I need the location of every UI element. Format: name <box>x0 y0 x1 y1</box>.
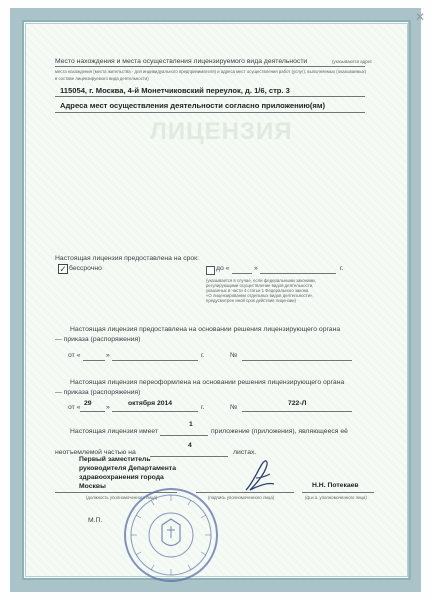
reissue-month-year: октября 2014 <box>128 400 173 407</box>
underline <box>150 456 228 457</box>
underline <box>55 96 365 97</box>
basis-label: Настоящая лицензия предоставлена на основании решения лицензирующего органа <box>70 326 341 333</box>
reissue-g: г. <box>201 404 205 411</box>
basis-close: » <box>106 352 110 359</box>
term-label: Настоящая лицензия предоставлена на срок: <box>55 255 200 262</box>
underline <box>80 411 105 412</box>
underline <box>160 435 208 436</box>
checkbox-empty-icon <box>206 266 215 275</box>
underline <box>55 66 365 67</box>
reissue-day: 29 <box>84 400 92 407</box>
basis-from: от « <box>68 352 81 359</box>
address: 115054, г. Москва, 4-й Монетчиковский переулок, д. 1/6, стр. 3 <box>60 86 290 95</box>
seal-stamp <box>122 486 220 584</box>
underline <box>302 492 374 493</box>
reissue-close: » <box>106 404 110 411</box>
term-note1: (указывается в случае, если федеральными законами, <box>206 278 316 283</box>
reissue-no: № <box>230 404 238 411</box>
term-until-prefix: до « <box>216 265 230 272</box>
mp-label: М.П. <box>88 517 103 524</box>
attachments-sheets: 4 <box>188 442 192 449</box>
term-note3: указанных в части 4 статьи 1 Федерального закона <box>206 288 309 293</box>
attachments-count: 1 <box>189 421 193 428</box>
reissue-order: — приказа (распоряжения) <box>55 389 141 396</box>
underline <box>55 112 365 113</box>
underline <box>260 273 336 274</box>
term-year-suffix: г. <box>340 265 344 272</box>
basis-g: г. <box>201 352 205 359</box>
signatory-line4: Москвы <box>79 483 106 490</box>
header-line1-note: (указываются адрес <box>332 59 373 64</box>
reissue-number: 722-Л <box>288 400 307 407</box>
attachments-label: Настоящая лицензия имеет <box>70 428 159 435</box>
signature <box>238 454 280 498</box>
reissue-label: Настоящая лицензия переоформлена на основании решения лицензирующего органа <box>70 379 345 386</box>
signatory-line2: руководителя Департамента <box>79 465 177 472</box>
term-note4: «О лицензировании отдельных видов деятельности», <box>206 293 314 298</box>
basis-no: № <box>230 352 238 359</box>
underline <box>83 360 105 361</box>
header-line3: в составе лицензируемого вида деятельности) <box>55 76 149 81</box>
term-perpetual: бессрочно <box>69 265 102 272</box>
basis-order: — приказа (распоряжения) <box>55 336 141 343</box>
reissue-from: от « <box>68 404 81 411</box>
term-until-mid: » <box>254 265 258 272</box>
attachments-suffix: приложение (приложения), являющееся её <box>211 428 348 435</box>
signatory-line3: здравоохранения города <box>79 474 164 481</box>
checkbox-checked-icon: ✓ <box>59 264 67 274</box>
attachments-sheets-suffix: листах. <box>233 449 257 456</box>
addresses-note: Адреса мест осуществления деятельности согласно приложению(ям) <box>60 101 325 110</box>
close-icon[interactable]: ✕ <box>414 10 426 24</box>
attachments-integral: неотъемлемой частью на <box>55 449 136 456</box>
header-line2: места нахождения (места жительства - для индивидуального предпринимателя) и адреса мест осуществления работ (услуг), выполняемых (оказываемых) <box>55 69 367 74</box>
signatory-line1: Первый заместитель <box>79 456 151 463</box>
signatory-name: Н.Н. Потекаев <box>312 482 359 489</box>
header-line1: Место нахождения и места осуществления лицензируемого вида деятельности <box>55 58 308 65</box>
caption-signature: (подпись уполномоченного лица) <box>208 495 275 500</box>
caption-position: (должность уполномоченного лица) <box>86 495 158 500</box>
underline <box>242 360 352 361</box>
caption-name: (ф.и.о. уполномоченного лица) <box>305 495 367 500</box>
term-note5: предусмотрен иной срок действия лицензии) <box>206 298 296 303</box>
watermark-text: ЛИЦЕНЗИЯ <box>150 118 293 145</box>
underline <box>232 273 252 274</box>
term-note2: регулирующими осуществление видов деятельности, <box>206 283 314 288</box>
underline <box>242 411 352 412</box>
underline <box>112 360 198 361</box>
underline <box>112 411 198 412</box>
